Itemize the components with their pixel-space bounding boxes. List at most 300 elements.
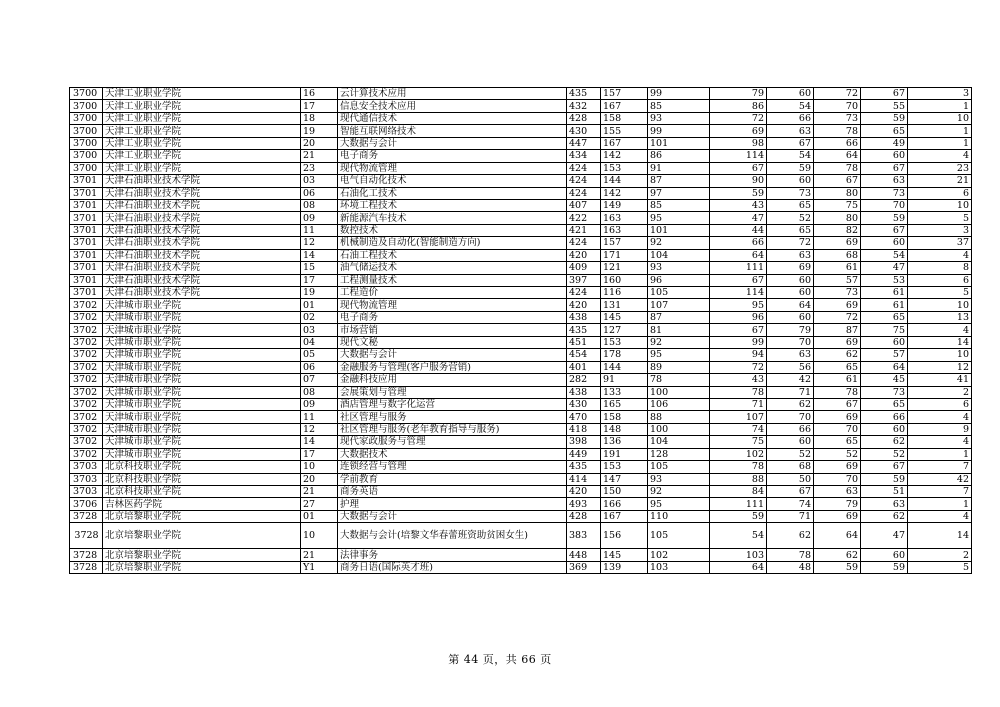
score-b-cell: 103: [648, 561, 710, 573]
score-f-cell: 67: [861, 224, 908, 236]
major-code-cell: 05: [301, 349, 338, 361]
major-name-cell: 电子商务: [338, 150, 567, 162]
score-b-cell: 99: [648, 125, 710, 137]
score-b-cell: 91: [648, 162, 710, 174]
score-c-cell: 72: [710, 361, 767, 373]
score-f-cell: 60: [861, 549, 908, 561]
major-name-cell: 商务日语(国际英才班): [338, 561, 567, 573]
score-e-cell: 69: [814, 411, 861, 423]
score-d-cell: 60: [767, 88, 814, 100]
total-score-cell: 435: [567, 461, 601, 473]
score-e-cell: 67: [814, 175, 861, 187]
score-d-cell: 68: [767, 461, 814, 473]
total-score-cell: 418: [567, 423, 601, 435]
major-code-cell: 27: [301, 498, 338, 510]
school-name-cell: 天津石油职业技术学院: [103, 274, 301, 286]
score-b-cell: 93: [648, 262, 710, 274]
score-b-cell: 92: [648, 237, 710, 249]
total-score-cell: 414: [567, 473, 601, 485]
school-name-cell: 北京培黎职业学院: [103, 523, 301, 549]
score-e-cell: 73: [814, 287, 861, 299]
school-name-cell: 天津城市职业学院: [103, 361, 301, 373]
score-a-cell: 145: [601, 549, 648, 561]
score-b-cell: 97: [648, 187, 710, 199]
rank-cell: 5: [908, 287, 972, 299]
total-score-cell: 447: [567, 137, 601, 149]
school-name-cell: 天津石油职业技术学院: [103, 249, 301, 261]
table-row: [70, 199, 972, 211]
major-name-cell: 法律事务: [338, 549, 567, 561]
score-e-cell: 62: [814, 349, 861, 361]
total-score-cell: 422: [567, 212, 601, 224]
major-name-cell: 酒店管理与数字化运营: [338, 398, 567, 410]
table-row: [70, 411, 972, 423]
school-name-cell: 天津工业职业学院: [103, 162, 301, 174]
score-d-cell: 72: [767, 237, 814, 249]
school-code-cell: 3700: [70, 137, 103, 149]
major-name-cell: 金融服务与管理(客户服务营销): [338, 361, 567, 373]
score-c-cell: 67: [710, 274, 767, 286]
score-c-cell: 114: [710, 150, 767, 162]
total-score-cell: 451: [567, 336, 601, 348]
major-code-cell: 08: [301, 386, 338, 398]
total-score-cell: 428: [567, 112, 601, 124]
school-code-cell: 3702: [70, 386, 103, 398]
school-name-cell: 天津工业职业学院: [103, 112, 301, 124]
score-e-cell: 68: [814, 249, 861, 261]
school-code-cell: 3702: [70, 411, 103, 423]
score-d-cell: 65: [767, 224, 814, 236]
rank-cell: 37: [908, 237, 972, 249]
score-f-cell: 65: [861, 398, 908, 410]
school-code-cell: 3706: [70, 498, 103, 510]
score-e-cell: 70: [814, 473, 861, 485]
total-score-cell: 420: [567, 299, 601, 311]
major-code-cell: 19: [301, 125, 338, 137]
rank-cell: 13: [908, 311, 972, 323]
table-row: [70, 549, 972, 561]
major-code-cell: 12: [301, 423, 338, 435]
score-f-cell: 60: [861, 237, 908, 249]
school-name-cell: 天津石油职业技术学院: [103, 212, 301, 224]
score-c-cell: 72: [710, 112, 767, 124]
score-f-cell: 63: [861, 175, 908, 187]
score-f-cell: 64: [861, 361, 908, 373]
table-row: [70, 386, 972, 398]
school-code-cell: 3702: [70, 398, 103, 410]
total-score-cell: 407: [567, 199, 601, 211]
score-c-cell: 78: [710, 386, 767, 398]
score-b-cell: 110: [648, 510, 710, 522]
table-row: [70, 349, 972, 361]
rank-cell: 6: [908, 398, 972, 410]
school-name-cell: 天津城市职业学院: [103, 386, 301, 398]
school-name-cell: 天津石油职业技术学院: [103, 187, 301, 199]
school-name-cell: 天津工业职业学院: [103, 88, 301, 100]
score-c-cell: 67: [710, 324, 767, 336]
major-name-cell: 现代家政服务与管理: [338, 436, 567, 448]
school-name-cell: 北京培黎职业学院: [103, 561, 301, 573]
major-name-cell: 大数据与会计: [338, 349, 567, 361]
score-d-cell: 52: [767, 448, 814, 460]
score-f-cell: 52: [861, 448, 908, 460]
score-a-cell: 155: [601, 125, 648, 137]
table-row: [70, 361, 972, 373]
score-b-cell: 102: [648, 549, 710, 561]
score-f-cell: 65: [861, 125, 908, 137]
school-name-cell: 天津城市职业学院: [103, 374, 301, 386]
rank-cell: 14: [908, 336, 972, 348]
table-row: [70, 175, 972, 187]
table-row: [70, 237, 972, 249]
table-row: [70, 448, 972, 460]
school-code-cell: 3700: [70, 150, 103, 162]
school-name-cell: 天津城市职业学院: [103, 311, 301, 323]
score-b-cell: 96: [648, 274, 710, 286]
score-e-cell: 87: [814, 324, 861, 336]
score-d-cell: 70: [767, 411, 814, 423]
score-a-cell: 191: [601, 448, 648, 460]
score-d-cell: 60: [767, 287, 814, 299]
total-score-cell: 430: [567, 125, 601, 137]
score-b-cell: 104: [648, 249, 710, 261]
score-f-cell: 73: [861, 187, 908, 199]
score-e-cell: 78: [814, 125, 861, 137]
score-d-cell: 69: [767, 262, 814, 274]
score-f-cell: 67: [861, 88, 908, 100]
score-a-cell: 163: [601, 224, 648, 236]
total-score-cell: 428: [567, 510, 601, 522]
score-a-cell: 166: [601, 498, 648, 510]
rank-cell: 10: [908, 112, 972, 124]
score-a-cell: 153: [601, 461, 648, 473]
school-code-cell: 3701: [70, 175, 103, 187]
score-c-cell: 114: [710, 287, 767, 299]
table-row: [70, 112, 972, 124]
score-f-cell: 51: [861, 486, 908, 498]
rank-cell: 23: [908, 162, 972, 174]
score-a-cell: 171: [601, 249, 648, 261]
major-code-cell: 09: [301, 398, 338, 410]
score-e-cell: 82: [814, 224, 861, 236]
school-code-cell: 3702: [70, 436, 103, 448]
score-a-cell: 167: [601, 100, 648, 112]
total-score-cell: 282: [567, 374, 601, 386]
score-e-cell: 69: [814, 237, 861, 249]
table-row: [70, 423, 972, 435]
rank-cell: 10: [908, 199, 972, 211]
major-name-cell: 新能源汽车技术: [338, 212, 567, 224]
total-score-cell: 438: [567, 311, 601, 323]
score-c-cell: 90: [710, 175, 767, 187]
score-e-cell: 61: [814, 374, 861, 386]
score-b-cell: 107: [648, 299, 710, 311]
score-c-cell: 67: [710, 162, 767, 174]
major-name-cell: 现代物流管理: [338, 299, 567, 311]
score-a-cell: 149: [601, 199, 648, 211]
total-score-cell: 409: [567, 262, 601, 274]
total-score-cell: 424: [567, 175, 601, 187]
score-f-cell: 59: [861, 473, 908, 485]
major-name-cell: 会展策划与管理: [338, 386, 567, 398]
score-d-cell: 67: [767, 486, 814, 498]
major-name-cell: 智能互联网络技术: [338, 125, 567, 137]
school-name-cell: 天津石油职业技术学院: [103, 175, 301, 187]
major-code-cell: 06: [301, 187, 338, 199]
major-code-cell: 12: [301, 237, 338, 249]
rank-cell: 10: [908, 349, 972, 361]
score-e-cell: 64: [814, 150, 861, 162]
school-code-cell: 3701: [70, 212, 103, 224]
total-score-cell: 434: [567, 150, 601, 162]
major-name-cell: 工程造价: [338, 287, 567, 299]
school-code-cell: 3702: [70, 448, 103, 460]
score-a-cell: 157: [601, 88, 648, 100]
total-score-cell: 397: [567, 274, 601, 286]
score-d-cell: 66: [767, 423, 814, 435]
table-row: [70, 473, 972, 485]
score-b-cell: 92: [648, 486, 710, 498]
major-name-cell: 电气自动化技术: [338, 175, 567, 187]
score-a-cell: 144: [601, 361, 648, 373]
major-code-cell: 19: [301, 287, 338, 299]
total-score-cell: 448: [567, 549, 601, 561]
major-code-cell: 06: [301, 361, 338, 373]
rank-cell: 41: [908, 374, 972, 386]
major-code-cell: 03: [301, 175, 338, 187]
score-a-cell: 167: [601, 137, 648, 149]
rank-cell: 6: [908, 187, 972, 199]
major-name-cell: 连锁经营与管理: [338, 461, 567, 473]
school-name-cell: 天津石油职业技术学院: [103, 287, 301, 299]
score-c-cell: 64: [710, 561, 767, 573]
school-name-cell: 天津城市职业学院: [103, 324, 301, 336]
table-row: [70, 274, 972, 286]
score-c-cell: 86: [710, 100, 767, 112]
score-c-cell: 95: [710, 299, 767, 311]
score-f-cell: 62: [861, 436, 908, 448]
score-e-cell: 59: [814, 561, 861, 573]
score-e-cell: 80: [814, 212, 861, 224]
score-c-cell: 98: [710, 137, 767, 149]
major-code-cell: 23: [301, 162, 338, 174]
total-score-cell: 421: [567, 224, 601, 236]
major-name-cell: 现代通信技术: [338, 112, 567, 124]
school-code-cell: 3700: [70, 88, 103, 100]
table-row: [70, 461, 972, 473]
major-code-cell: 02: [301, 311, 338, 323]
major-code-cell: 01: [301, 299, 338, 311]
score-f-cell: 66: [861, 411, 908, 423]
score-d-cell: 67: [767, 137, 814, 149]
score-e-cell: 70: [814, 100, 861, 112]
score-f-cell: 63: [861, 498, 908, 510]
score-c-cell: 88: [710, 473, 767, 485]
score-b-cell: 89: [648, 361, 710, 373]
score-d-cell: 63: [767, 249, 814, 261]
rank-cell: 1: [908, 125, 972, 137]
rank-cell: 21: [908, 175, 972, 187]
major-code-cell: 07: [301, 374, 338, 386]
score-e-cell: 70: [814, 423, 861, 435]
score-a-cell: 136: [601, 436, 648, 448]
score-f-cell: 62: [861, 510, 908, 522]
score-a-cell: 145: [601, 311, 648, 323]
major-name-cell: 社区管理与服务(老年教育指导与服务): [338, 423, 567, 435]
score-d-cell: 66: [767, 112, 814, 124]
school-code-cell: 3701: [70, 287, 103, 299]
school-code-cell: 3702: [70, 374, 103, 386]
total-score-cell: 424: [567, 237, 601, 249]
school-code-cell: 3703: [70, 486, 103, 498]
score-f-cell: 55: [861, 100, 908, 112]
major-name-cell: 市场营销: [338, 324, 567, 336]
score-b-cell: 88: [648, 411, 710, 423]
total-score-cell: 369: [567, 561, 601, 573]
school-name-cell: 吉林医药学院: [103, 498, 301, 510]
score-d-cell: 54: [767, 150, 814, 162]
rank-cell: 9: [908, 423, 972, 435]
score-c-cell: 69: [710, 125, 767, 137]
score-d-cell: 71: [767, 510, 814, 522]
rank-cell: 42: [908, 473, 972, 485]
score-a-cell: 116: [601, 287, 648, 299]
table-row: [70, 324, 972, 336]
score-f-cell: 73: [861, 386, 908, 398]
score-f-cell: 67: [861, 461, 908, 473]
score-c-cell: 59: [710, 187, 767, 199]
rank-cell: 4: [908, 150, 972, 162]
school-name-cell: 天津城市职业学院: [103, 349, 301, 361]
score-f-cell: 54: [861, 249, 908, 261]
score-b-cell: 101: [648, 224, 710, 236]
score-b-cell: 93: [648, 473, 710, 485]
score-a-cell: 121: [601, 262, 648, 274]
rank-cell: 7: [908, 486, 972, 498]
score-d-cell: 63: [767, 349, 814, 361]
total-score-cell: 454: [567, 349, 601, 361]
score-d-cell: 50: [767, 473, 814, 485]
major-name-cell: 大数据与会计: [338, 137, 567, 149]
school-code-cell: 3701: [70, 199, 103, 211]
major-code-cell: 09: [301, 212, 338, 224]
score-c-cell: 43: [710, 374, 767, 386]
school-code-cell: 3728: [70, 523, 103, 549]
score-a-cell: 167: [601, 510, 648, 522]
rank-cell: 3: [908, 224, 972, 236]
score-d-cell: 60: [767, 311, 814, 323]
score-d-cell: 71: [767, 386, 814, 398]
score-b-cell: 104: [648, 436, 710, 448]
score-f-cell: 59: [861, 561, 908, 573]
score-d-cell: 70: [767, 336, 814, 348]
school-code-cell: 3703: [70, 461, 103, 473]
score-b-cell: 93: [648, 112, 710, 124]
score-b-cell: 78: [648, 374, 710, 386]
school-name-cell: 北京科技职业学院: [103, 486, 301, 498]
score-b-cell: 87: [648, 175, 710, 187]
school-code-cell: 3702: [70, 324, 103, 336]
table-row: [70, 510, 972, 522]
score-e-cell: 69: [814, 510, 861, 522]
score-c-cell: 75: [710, 436, 767, 448]
major-name-cell: 护理: [338, 498, 567, 510]
total-score-cell: 432: [567, 100, 601, 112]
school-code-cell: 3728: [70, 549, 103, 561]
table-row: [70, 262, 972, 274]
score-a-cell: 147: [601, 473, 648, 485]
score-e-cell: 69: [814, 299, 861, 311]
score-a-cell: 158: [601, 112, 648, 124]
score-c-cell: 59: [710, 510, 767, 522]
major-code-cell: Y1: [301, 561, 338, 573]
table-row: [70, 436, 972, 448]
score-a-cell: 153: [601, 336, 648, 348]
total-score-cell: 424: [567, 187, 601, 199]
score-e-cell: 73: [814, 112, 861, 124]
score-b-cell: 100: [648, 423, 710, 435]
score-c-cell: 66: [710, 237, 767, 249]
table-row: [70, 311, 972, 323]
total-score-cell: 420: [567, 249, 601, 261]
table-row: [70, 523, 972, 549]
rank-cell: 1: [908, 448, 972, 460]
table-row: [70, 88, 972, 100]
table-row: [70, 287, 972, 299]
score-f-cell: 59: [861, 212, 908, 224]
score-c-cell: 78: [710, 461, 767, 473]
score-b-cell: 105: [648, 523, 710, 549]
table-row: [70, 374, 972, 386]
major-name-cell: 学前教育: [338, 473, 567, 485]
major-name-cell: 石油工程技术: [338, 249, 567, 261]
school-code-cell: 3701: [70, 224, 103, 236]
table-row: [70, 125, 972, 137]
major-name-cell: 社区管理与服务: [338, 411, 567, 423]
school-code-cell: 3701: [70, 262, 103, 274]
score-d-cell: 54: [767, 100, 814, 112]
major-code-cell: 10: [301, 461, 338, 473]
school-name-cell: 天津石油职业技术学院: [103, 237, 301, 249]
total-score-cell: 449: [567, 448, 601, 460]
major-code-cell: 16: [301, 88, 338, 100]
rank-cell: 4: [908, 249, 972, 261]
table-row: [70, 398, 972, 410]
major-code-cell: 20: [301, 473, 338, 485]
total-score-cell: 470: [567, 411, 601, 423]
rank-cell: 8: [908, 262, 972, 274]
admission-score-table: [69, 87, 972, 574]
score-e-cell: 72: [814, 311, 861, 323]
major-code-cell: 11: [301, 411, 338, 423]
table-row: [70, 249, 972, 261]
school-code-cell: 3700: [70, 162, 103, 174]
school-code-cell: 3702: [70, 423, 103, 435]
score-a-cell: 157: [601, 237, 648, 249]
score-a-cell: 133: [601, 386, 648, 398]
score-c-cell: 111: [710, 262, 767, 274]
score-c-cell: 94: [710, 349, 767, 361]
rank-cell: 2: [908, 386, 972, 398]
score-d-cell: 60: [767, 175, 814, 187]
rank-cell: 4: [908, 436, 972, 448]
major-code-cell: 21: [301, 486, 338, 498]
school-code-cell: 3702: [70, 299, 103, 311]
score-f-cell: 49: [861, 137, 908, 149]
score-b-cell: 85: [648, 100, 710, 112]
score-c-cell: 44: [710, 224, 767, 236]
score-d-cell: 64: [767, 299, 814, 311]
